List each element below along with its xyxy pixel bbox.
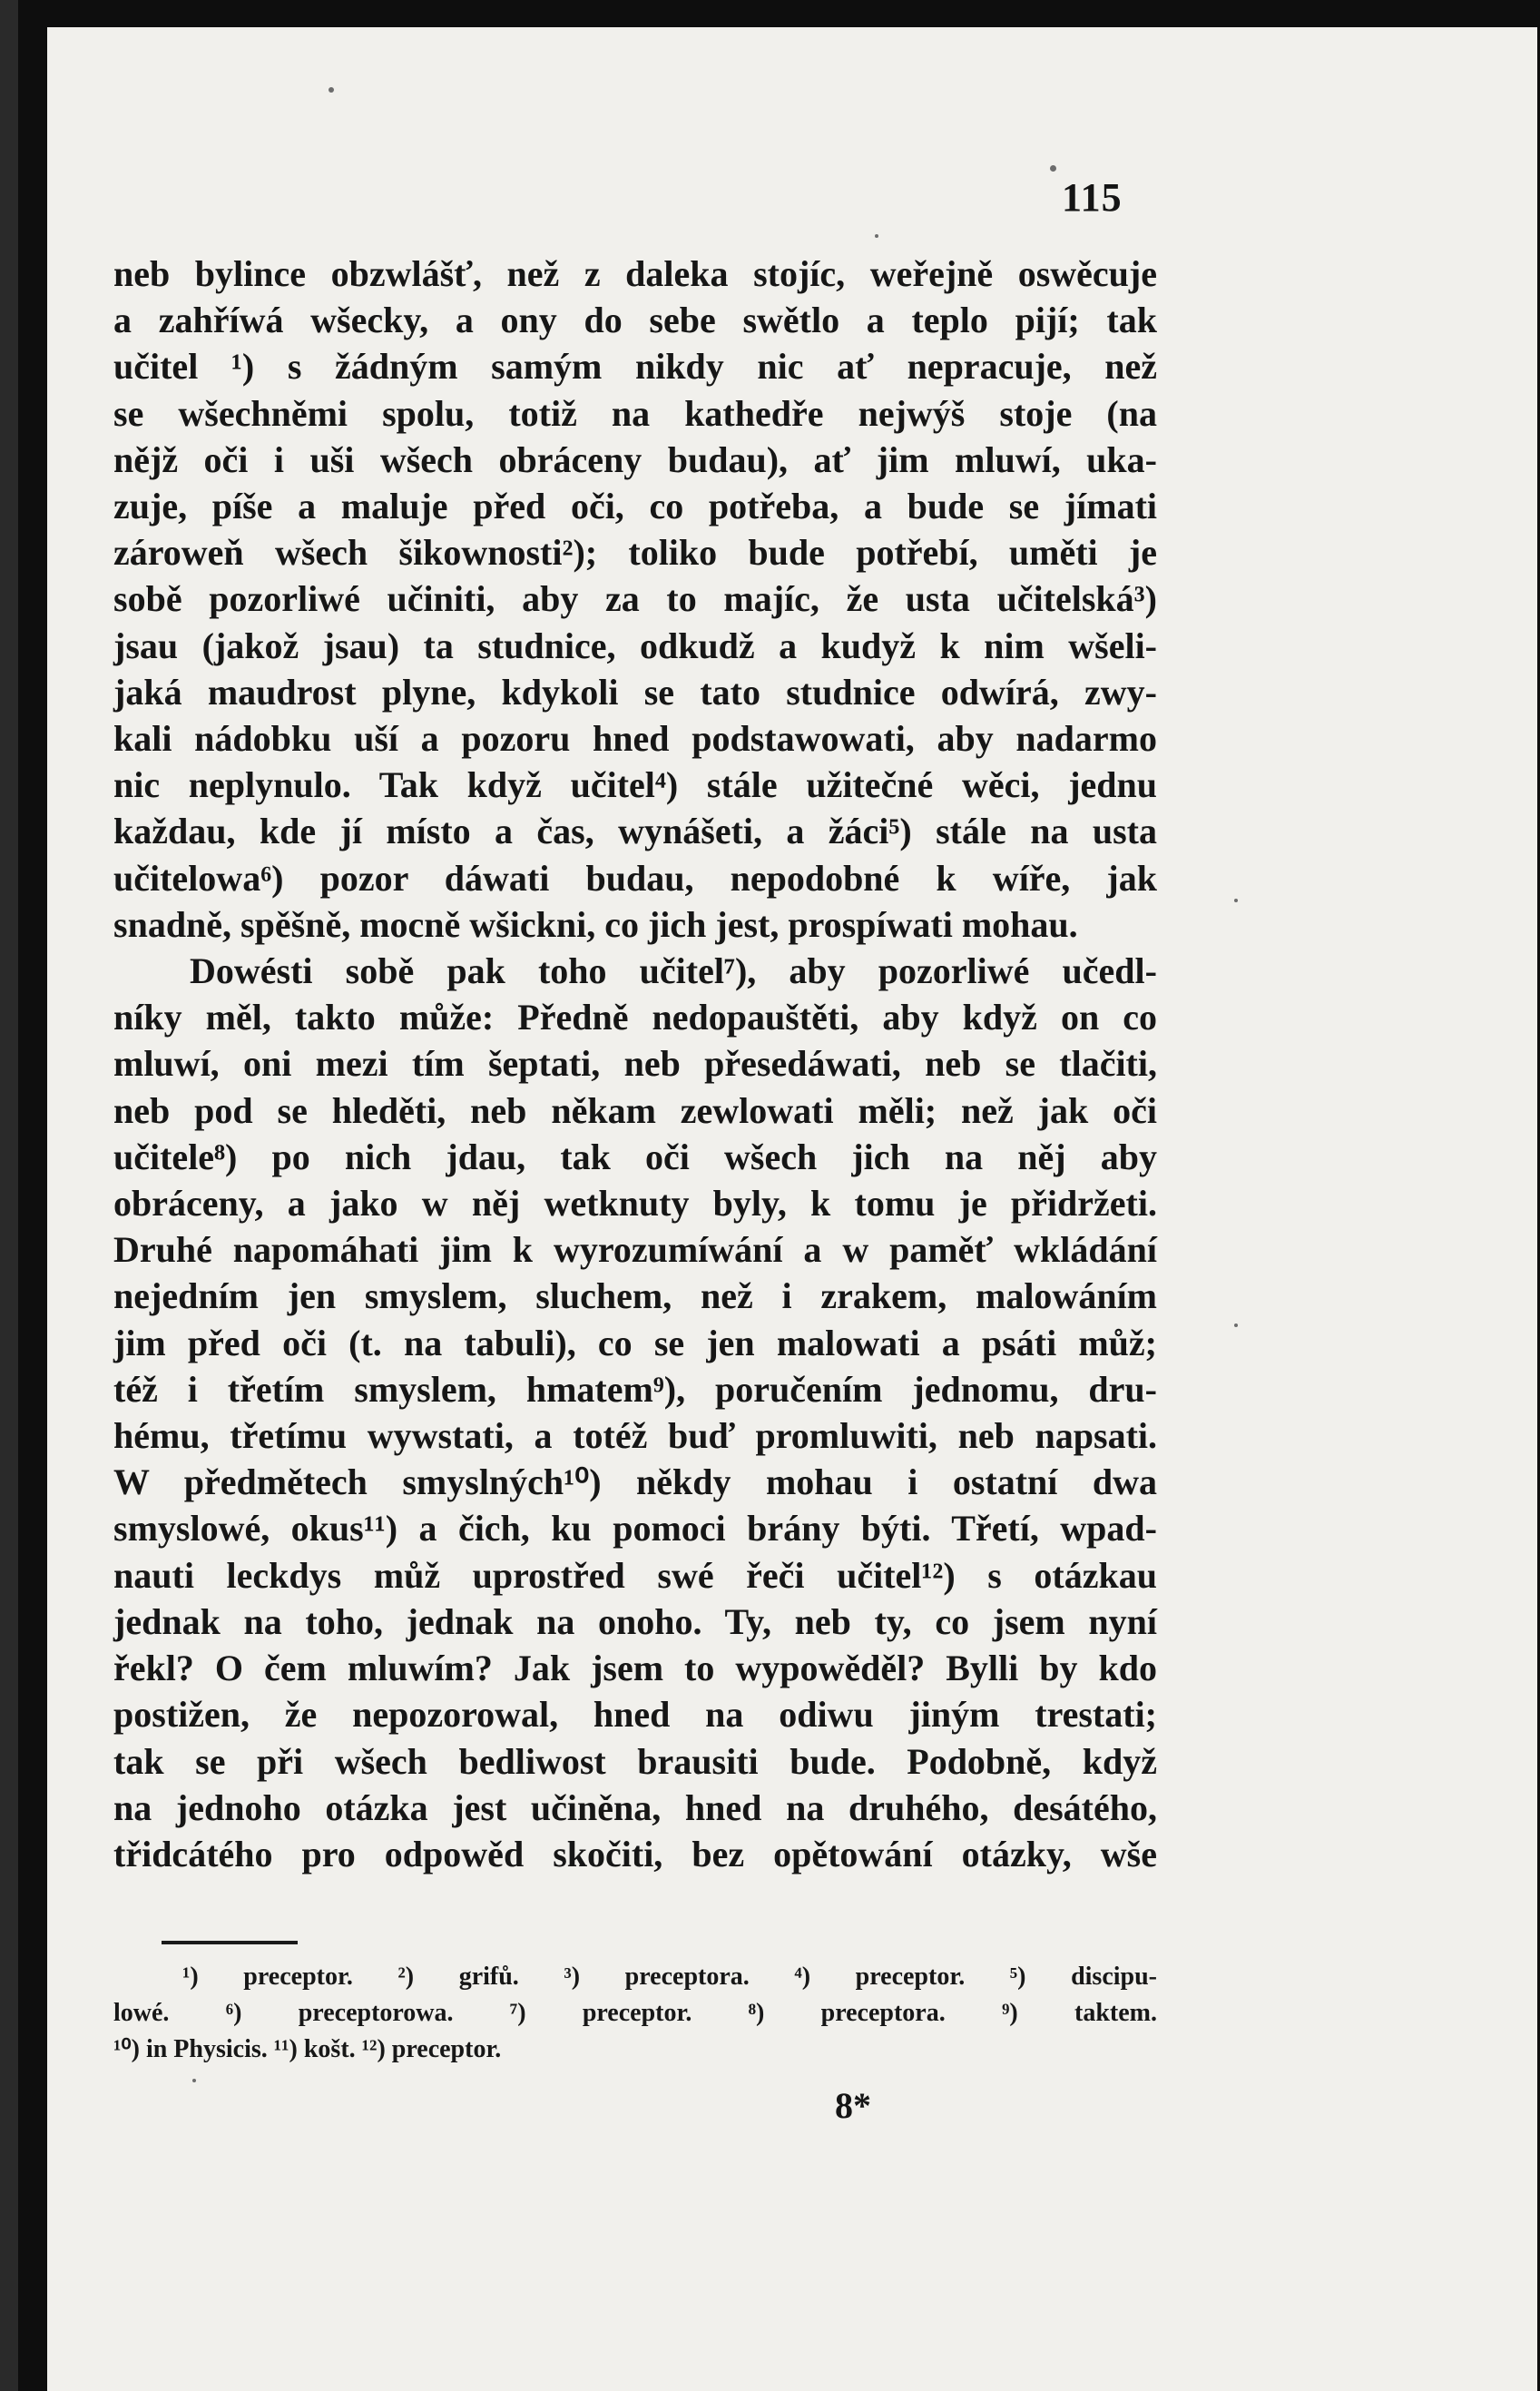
text-line: kali nádobku uší a pozoru hned podstawowati, aby nadarmo xyxy=(113,718,1157,760)
text-line: nauti leckdys můž uprostřed swé řeči učitel¹²) s otázkau xyxy=(113,1554,1157,1596)
page-number: 115 xyxy=(1062,175,1123,220)
text-line: nějž oči i uši wšech obráceny budau), ať jim mluwí, uka- xyxy=(113,438,1157,480)
text-line: nejedním jen smyslem, sluchem, než i zrakem, malowáním xyxy=(113,1275,1157,1317)
scan-speck xyxy=(1234,1323,1238,1327)
text-line: hému, třetímu wywstati, a totéž buď promluwiti, neb napsati. xyxy=(113,1415,1157,1457)
text-line: sobě pozorliwé učiniti, aby za to majíc, že usta učitelská³) xyxy=(113,578,1157,620)
text-line: zároweň wšech šikownosti²); toliko bude potřebí, uměti je xyxy=(113,532,1157,574)
text-line: níky měl, takto může: Předně nedopauštěti, aby když on co xyxy=(113,997,1157,1038)
text-line: nic neplynulo. Tak když učitel⁴) stále užitečné wěci, jednu xyxy=(113,764,1157,806)
text-line: řekl? O čem mluwím? Jak jsem to wypowěděl? Bylli by kdo xyxy=(113,1648,1157,1689)
text-line: Dowésti sobě pak toho učitel⁷), aby pozorliwé učedl- xyxy=(190,950,1157,992)
text-line: též i třetím smyslem, hmatem⁹), poručením jednomu, dru- xyxy=(113,1368,1157,1410)
text-line: učitelowa⁶) pozor dáwati budau, nepodobné k wíře, jak xyxy=(113,857,1157,899)
footnote-rule xyxy=(162,1941,298,1944)
text-line: jaká maudrost plyne, kdykoli se tato studnice odwírá, zwy- xyxy=(113,671,1157,713)
text-line: každau, kde jí místo a čas, wynášeti, a žáci⁵) stále na usta xyxy=(113,811,1157,852)
footnotes xyxy=(113,1959,1157,2068)
text-line: jim před oči (t. na tabuli), co se jen malowati a psáti můž; xyxy=(113,1322,1157,1363)
text-line: jsau (jakož jsau) ta studnice, odkudž a kudyž k nim wšeli- xyxy=(113,625,1157,666)
text-line: zuje, píše a maluje před oči, co potřeba, a bude se jímati xyxy=(113,486,1157,527)
text-line: na jednoho otázka jest učiněna, hned na druhého, desátého, xyxy=(113,1786,1157,1828)
text-line: obráceny, a jako w něj wetknuty byly, k tomu je přidržeti. xyxy=(113,1183,1157,1225)
text-line: W předmětech smyslných¹⁰) někdy mohau i ostatní dwa xyxy=(113,1461,1157,1503)
text-line: neb bylince obzwlášť, než z daleka stojíc, weřejně oswěcuje xyxy=(113,253,1157,294)
text-line: a zahříwá wšecky, a ony do sebe swětlo a teplo pijí; tak xyxy=(113,300,1157,341)
text-line: učitel ¹) s žádným samým nikdy nic ať nepracuje, než xyxy=(113,346,1157,388)
signature-mark: 8* xyxy=(835,2085,871,2126)
text-line: třidcátého pro odpowěd skočiti, bez opětowání otázky, wše xyxy=(113,1833,1157,1874)
text-line: neb pod se hleděti, neb někam zewlowati měli; než jak oči xyxy=(113,1089,1157,1131)
footnote-line: lowé. ⁶) preceptorowa. ⁷) preceptor. ⁸) preceptora. ⁹) taktem. xyxy=(113,1999,1157,2027)
text-line: tak se při wšech bedliwost brausiti bude. Podobně, když xyxy=(113,1740,1157,1782)
scan-speck xyxy=(329,87,334,93)
text-line: učitele⁸) po nich jdau, tak oči wšech jich na něj aby xyxy=(113,1136,1157,1177)
scan-edge xyxy=(0,0,18,2391)
text-line: snadně, spěšně, mocně wšickni, co jich jest, prospíwati mohau. xyxy=(113,903,1078,945)
footnote-line: ¹) preceptor. ²) grifů. ³) preceptora. ⁴) preceptor. ⁵) discipu- xyxy=(182,1963,1157,1991)
scan-speck xyxy=(1234,899,1238,902)
scan-speck xyxy=(1050,165,1056,172)
footnote-line: ¹⁰) in Physicis. ¹¹) košt. ¹²) preceptor. xyxy=(113,2035,502,2063)
main-text xyxy=(113,251,1157,1877)
text-line: Druhé napomáhati jim k wyrozumíwání a w paměť wkládání xyxy=(113,1229,1157,1271)
text-line: postižen, že nepozorowal, hned na odiwu jiným trestati; xyxy=(113,1694,1157,1736)
text-line: smyslowé, okus¹¹) a čich, ku pomoci brány býti. Třetí, wpad- xyxy=(113,1508,1157,1550)
scan-speck xyxy=(875,234,878,238)
text-line: se wšechněmi spolu, totiž na kathedře nejwýš stoje (na xyxy=(113,392,1157,434)
text-line: mluwí, oni mezi tím šeptati, neb přesedáwati, neb se tlačiti, xyxy=(113,1043,1157,1085)
text-line: jednak na toho, jednak na onoho. Ty, neb ty, co jsem nyní xyxy=(113,1600,1157,1642)
scan-speck xyxy=(192,2079,196,2082)
